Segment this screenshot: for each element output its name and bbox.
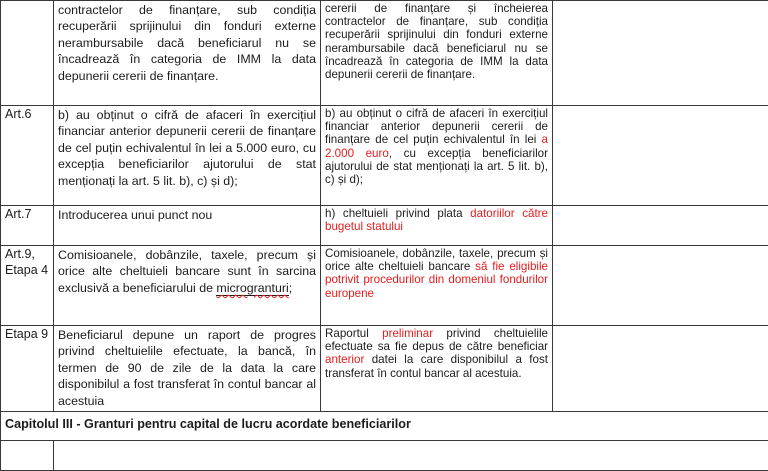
proposed-text-cell: [321, 206, 553, 246]
current-text-cell: [54, 326, 321, 412]
empty-ref-cell: [1, 441, 54, 471]
inserted-red-text: preliminar: [382, 327, 433, 340]
empty-notes-cell: [553, 1, 768, 106]
article-ref-cell: [1, 1, 54, 106]
table-row: [1, 106, 768, 206]
article-ref-cell: Art.9, Etapa 4: [1, 246, 54, 326]
empty-notes-cell: [553, 106, 768, 206]
table-row: [1, 441, 768, 471]
inserted-red-text: să fie eligibile potrivit procedurilor din domeniul fondurilor europene: [325, 260, 548, 299]
empty-notes-cell: [553, 246, 768, 326]
table-row: [1, 206, 768, 246]
inserted-red-text: datoriilor către bugetul statului: [325, 207, 548, 233]
text-run: , cu excepția beneficiarilor ajutorului de stat menționați la art. 5 lit. b), c) și d);: [325, 147, 548, 186]
table-row: [1, 246, 768, 326]
table-row: [1, 1, 768, 106]
text-run: h) cheltuieli privind plata: [325, 207, 470, 220]
article-ref-cell: Art.6: [1, 106, 54, 206]
proposed-text-cell: [321, 106, 553, 206]
empty-notes-cell: [553, 326, 768, 412]
inserted-red-text: anterior: [325, 353, 364, 366]
text-run: datei la care disponibilul a fost transferat în contul bancar al acestuia.: [325, 353, 548, 379]
current-text-cell: [54, 106, 321, 206]
table-body: [1, 1, 768, 471]
empty-notes-cell: [553, 206, 768, 246]
article-ref-cell: Etapa 9: [1, 326, 54, 412]
text-run: Comisioanele, dobânzile, taxele, precum și orice alte cheltuieli bancare: [325, 247, 548, 273]
text-run: cererii de finanțare și încheierea contractelor de finanțare, sub condiția recuperării sprijinului din fonduri externe nerambursabile dacă beneficiarul nu se încadrează în categoria de IMM la data depunerii cererii de finanțare.: [325, 2, 548, 81]
table-row: [1, 412, 768, 441]
inserted-red-text: a 2.000 euro: [325, 133, 548, 159]
text-run: Raportul: [325, 327, 382, 340]
text-run: Comisioanele, dobânzile, taxele, precum și orice alte cheltuieli bancare sunt în sarcina exclusivă a beneficiarului de: [58, 248, 316, 295]
current-text-cell: [54, 246, 321, 326]
proposed-text-cell: [321, 326, 553, 412]
article-ref-cell: Art.7: [1, 206, 54, 246]
spellchecked-word: microgranturi: [216, 281, 288, 296]
empty-body-cell: [54, 441, 768, 471]
current-text-cell: [54, 206, 321, 246]
text-run: Beneficiarul depune un raport de progres privind cheltuielile efectuate, la bancă, în termen de 90 de zile de la data la care disponibilul a fost transferat în contul bancar al acestuia: [58, 328, 316, 408]
text-run: b) au obținut o cifră de afaceri în exercițiul financiar anterior depunerii cererii de finanțare de cel puțin echivalentul în lei a 5.000 euro, cu excepția beneficiarilor ajutorului de stat menționați la art. 5 lit. b), c) și d);: [58, 108, 316, 188]
text-run: privind cheltuielile efectuate sa fie depus de către beneficiar: [325, 327, 548, 353]
text-run: Introducerea unui punct nou: [58, 208, 212, 222]
current-text-cell: [54, 1, 321, 106]
chapter-heading-cell: Capitolul III - Granturi pentru capital de lucru acordate beneficiarilor: [1, 412, 768, 441]
text-run: contractelor de finanțare, sub condiția recuperării sprijinului din fonduri externe nerambursabile dacă beneficiarul nu se încadrează în categoria de IMM la data depunerii cererii de finanțare.: [58, 3, 316, 83]
table-row: [1, 326, 768, 412]
text-run: ;: [289, 281, 292, 295]
proposed-text-cell: [321, 246, 553, 326]
proposed-text-cell: [321, 1, 553, 106]
text-run: b) au obținut o cifră de afaceri în exercițiul financiar anterior depunerii cererii de finanțare de cel puțin echivalentul în lei: [325, 107, 548, 146]
